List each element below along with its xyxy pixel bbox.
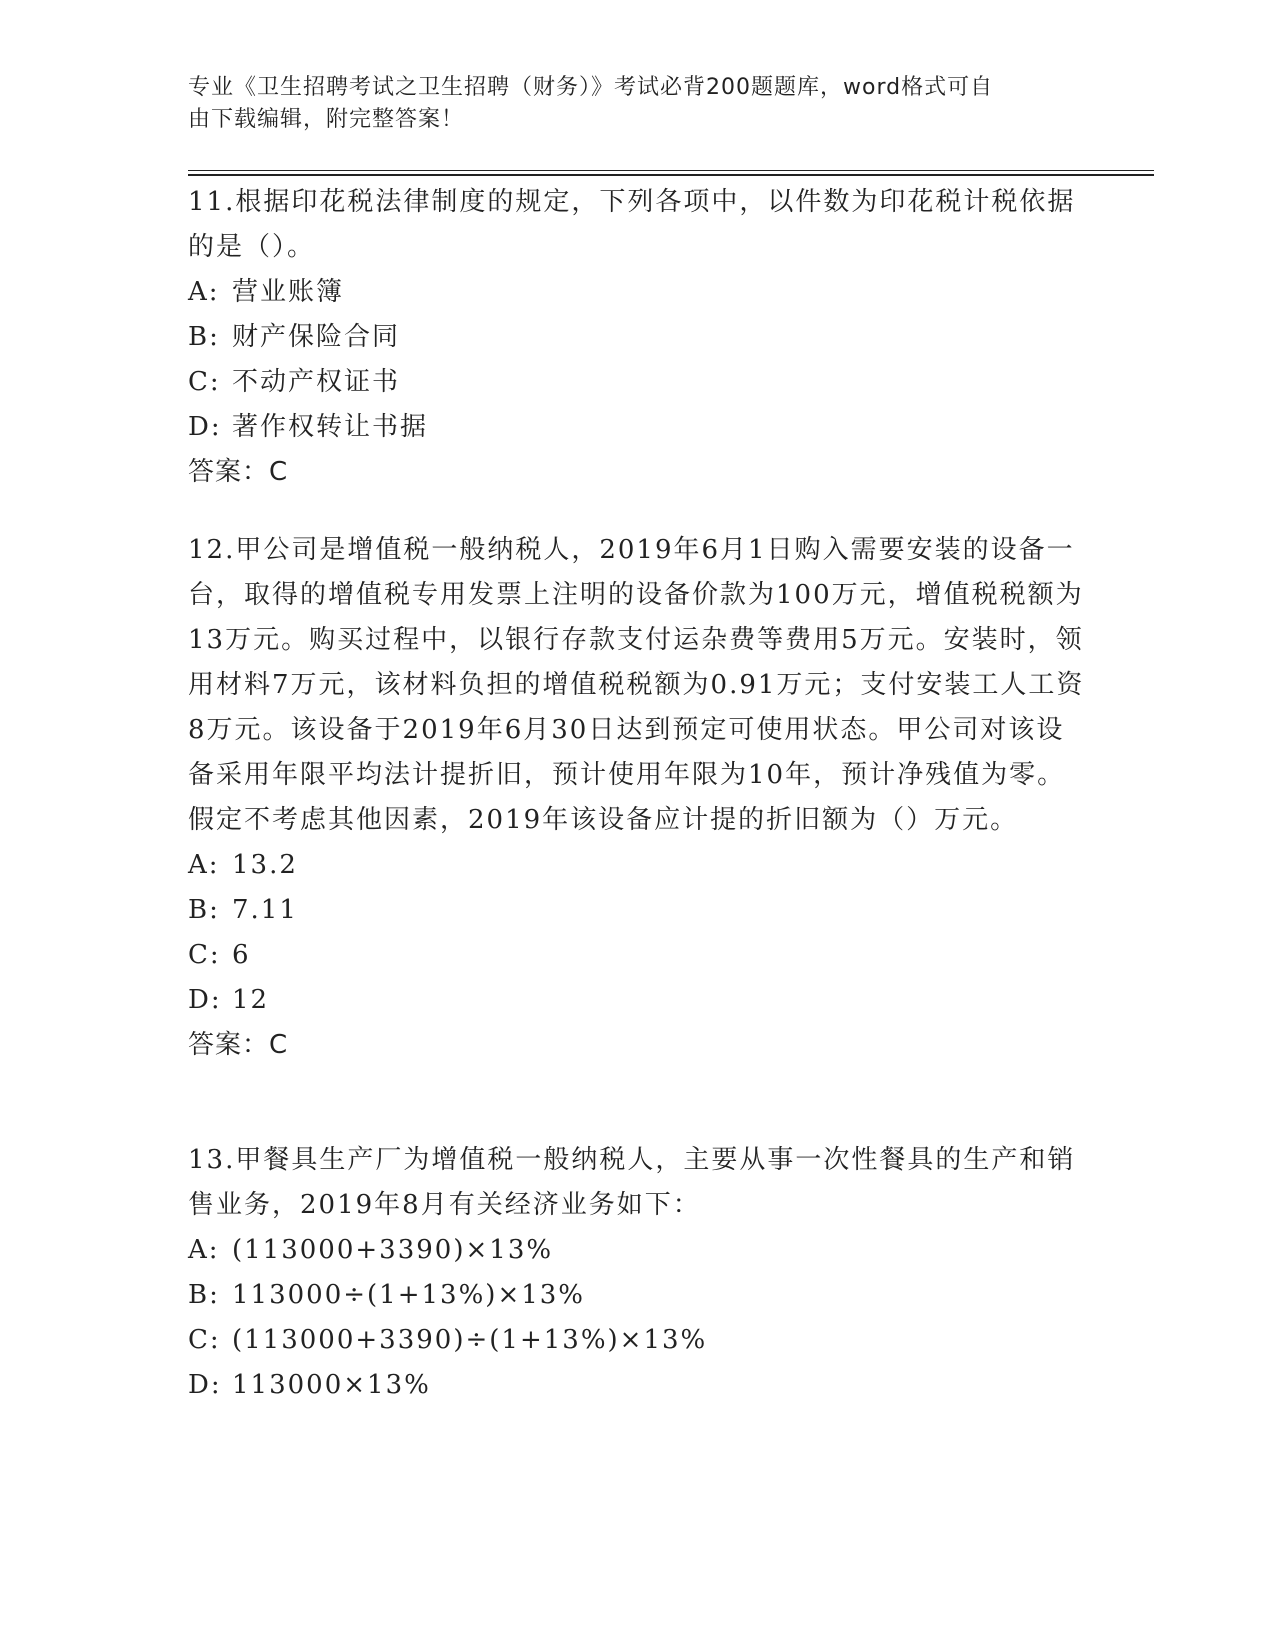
option-text: 著作权转让书据: [232, 412, 429, 442]
header-rule-thick: [188, 174, 1154, 176]
header-line-1: 专业《卫生招聘考试之卫生招聘（财务）》考试必背200题题库，word格式可自: [188, 75, 994, 100]
option-letter: A:: [188, 850, 220, 880]
option-a: [188, 843, 1088, 888]
option-a: [188, 270, 1088, 315]
option-letter: D:: [188, 1370, 222, 1400]
option-d: [188, 978, 1088, 1023]
option-b: [188, 888, 1088, 933]
option-d: [188, 1363, 1088, 1408]
answer-label: 答案：C: [188, 1030, 289, 1060]
question-12: [188, 528, 1088, 1068]
question-text: 13.甲餐具生产厂为增值税一般纳税人，主要从事一次性餐具的生产和销售业务，2019年8月有关经济业务如下：: [188, 1145, 1076, 1220]
option-letter: C:: [188, 367, 221, 397]
option-b: [188, 315, 1088, 360]
option-letter: A:: [188, 1235, 220, 1265]
option-d: [188, 405, 1088, 450]
header-line-2: 由下载编辑，附完整答案！: [188, 107, 465, 132]
option-letter: B:: [188, 322, 220, 352]
option-c: [188, 933, 1088, 978]
option-c: [188, 1318, 1088, 1363]
option-text: 13.2: [232, 850, 298, 880]
option-letter: D:: [188, 412, 222, 442]
option-text: 113000÷(1+13%)×13%: [232, 1280, 586, 1310]
option-letter: D:: [188, 985, 222, 1015]
option-letter: B:: [188, 1280, 220, 1310]
option-text: (113000+3390)÷(1+13%)×13%: [232, 1325, 708, 1355]
header-rule-thin: [188, 170, 1154, 171]
question-13: [188, 1138, 1088, 1408]
option-text: 113000×13%: [232, 1370, 431, 1400]
question-text: 12.甲公司是增值税一般纳税人，2019年6月1日购入需要安装的设备一台，取得的增值税专用发票上注明的设备价款为100万元，增值税税额为13万元。购买过程中，以银行存款支付运杂费等费用5万元。安装时，领用材料7万元，该材料负担的增值税税额为0.91万元；支付安装工人工资8万元。该设备于2019年6月30日达到预定可使用状态。甲公司对该设备采用年限平均法计提折旧，预计使用年限为10年，预计净残值为零。假定不考虑其他因素，2019年该设备应计提的折旧额为（）万元。: [188, 535, 1085, 835]
option-text: 营业账簿: [232, 277, 345, 307]
option-letter: A:: [188, 277, 220, 307]
option-letter: B:: [188, 895, 220, 925]
option-letter: C:: [188, 1325, 221, 1355]
option-text: 财产保险合同: [232, 322, 401, 352]
option-c: [188, 360, 1088, 405]
option-b: [188, 1273, 1088, 1318]
option-letter: C:: [188, 940, 221, 970]
option-text: 7.11: [232, 895, 298, 925]
question-text: 11.根据印花税法律制度的规定，下列各项中，以件数为印花税计税依据的是（）。: [188, 187, 1076, 262]
option-text: 6: [232, 940, 251, 970]
answer-label: 答案：C: [188, 457, 289, 487]
document-header: [188, 72, 1068, 136]
option-text: (113000+3390)×13%: [232, 1235, 554, 1265]
question-11: [188, 180, 1088, 495]
option-text: 12: [232, 985, 270, 1015]
option-a: [188, 1228, 1088, 1273]
option-text: 不动产权证书: [232, 367, 401, 397]
